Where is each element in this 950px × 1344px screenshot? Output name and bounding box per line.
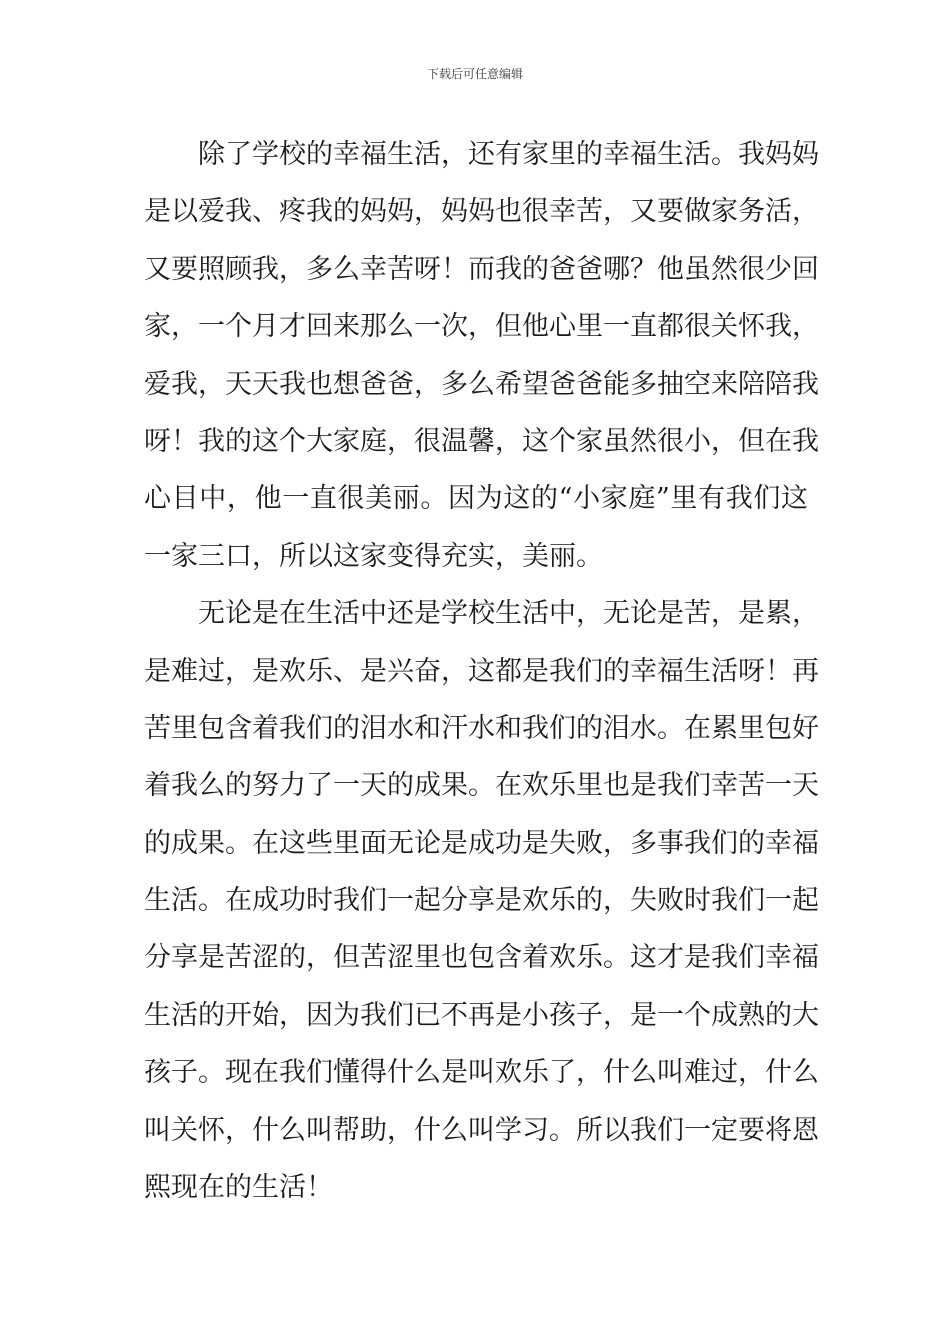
- text-line: 熙现在的生活！: [144, 1172, 333, 1204]
- text-line: 心目中，他一直很美丽。因为这的“小家庭”里有我们这: [144, 483, 808, 515]
- text-line: 的成果。在这些里面无论是成功是失败，多事我们的幸福: [144, 827, 819, 859]
- text-line: 生活。在成功时我们一起分享是欢乐的，失败时我们一起: [144, 885, 819, 917]
- text-line: 家，一个月才回来那么一次，但他心里一直都很关怀我，: [144, 311, 819, 343]
- text-line: 爱我，天天我也想爸爸，多么希望爸爸能多抽空来陪陪我: [144, 368, 819, 400]
- document-body: [144, 126, 819, 1216]
- text-line: 一家三口，所以这家变得充实，美丽。: [144, 540, 603, 572]
- text-line: 无论是在生活中还是学校生活中，无论是苦，是累，: [198, 598, 819, 630]
- text-line: 分享是苦涩的，但苦涩里也包含着欢乐。这才是我们幸福: [144, 942, 819, 974]
- text-line: 又要照顾我，多么幸苦呀！而我的爸爸哪？他虽然很少回: [144, 253, 819, 285]
- text-line: 除了学校的幸福生活，还有家里的幸福生活。我妈妈: [198, 139, 819, 170]
- paragraph-happy-life: [144, 585, 819, 1216]
- text-line: 孩子。现在我们懂得什么是叫欢乐了，什么叫难过，什么: [144, 1057, 819, 1089]
- text-line: 生活的开始，因为我们已不再是小孩子，是一个成熟的大: [144, 999, 819, 1031]
- text-line: 呀！我的这个大家庭，很温馨，这个家虽然很小，但在我: [144, 425, 819, 457]
- text-line: 是难过，是欢乐、是兴奋，这都是我们的幸福生活呀！再: [144, 655, 819, 687]
- text-line: 着我么的努力了一天的成果。在欢乐里也是我们幸苦一天: [144, 770, 819, 802]
- text-line: 是以爱我、疼我的妈妈，妈妈也很幸苦，又要做家务活，: [144, 196, 819, 228]
- header-note: 下载后可任意编辑: [426, 67, 523, 81]
- text-line: 苦里包含着我们的泪水和汗水和我们的泪水。在累里包好: [144, 712, 819, 744]
- text-line: 叫关怀，什么叫帮助，什么叫学习。所以我们一定要将恩: [144, 1114, 819, 1146]
- paragraph-family-life: [144, 126, 819, 585]
